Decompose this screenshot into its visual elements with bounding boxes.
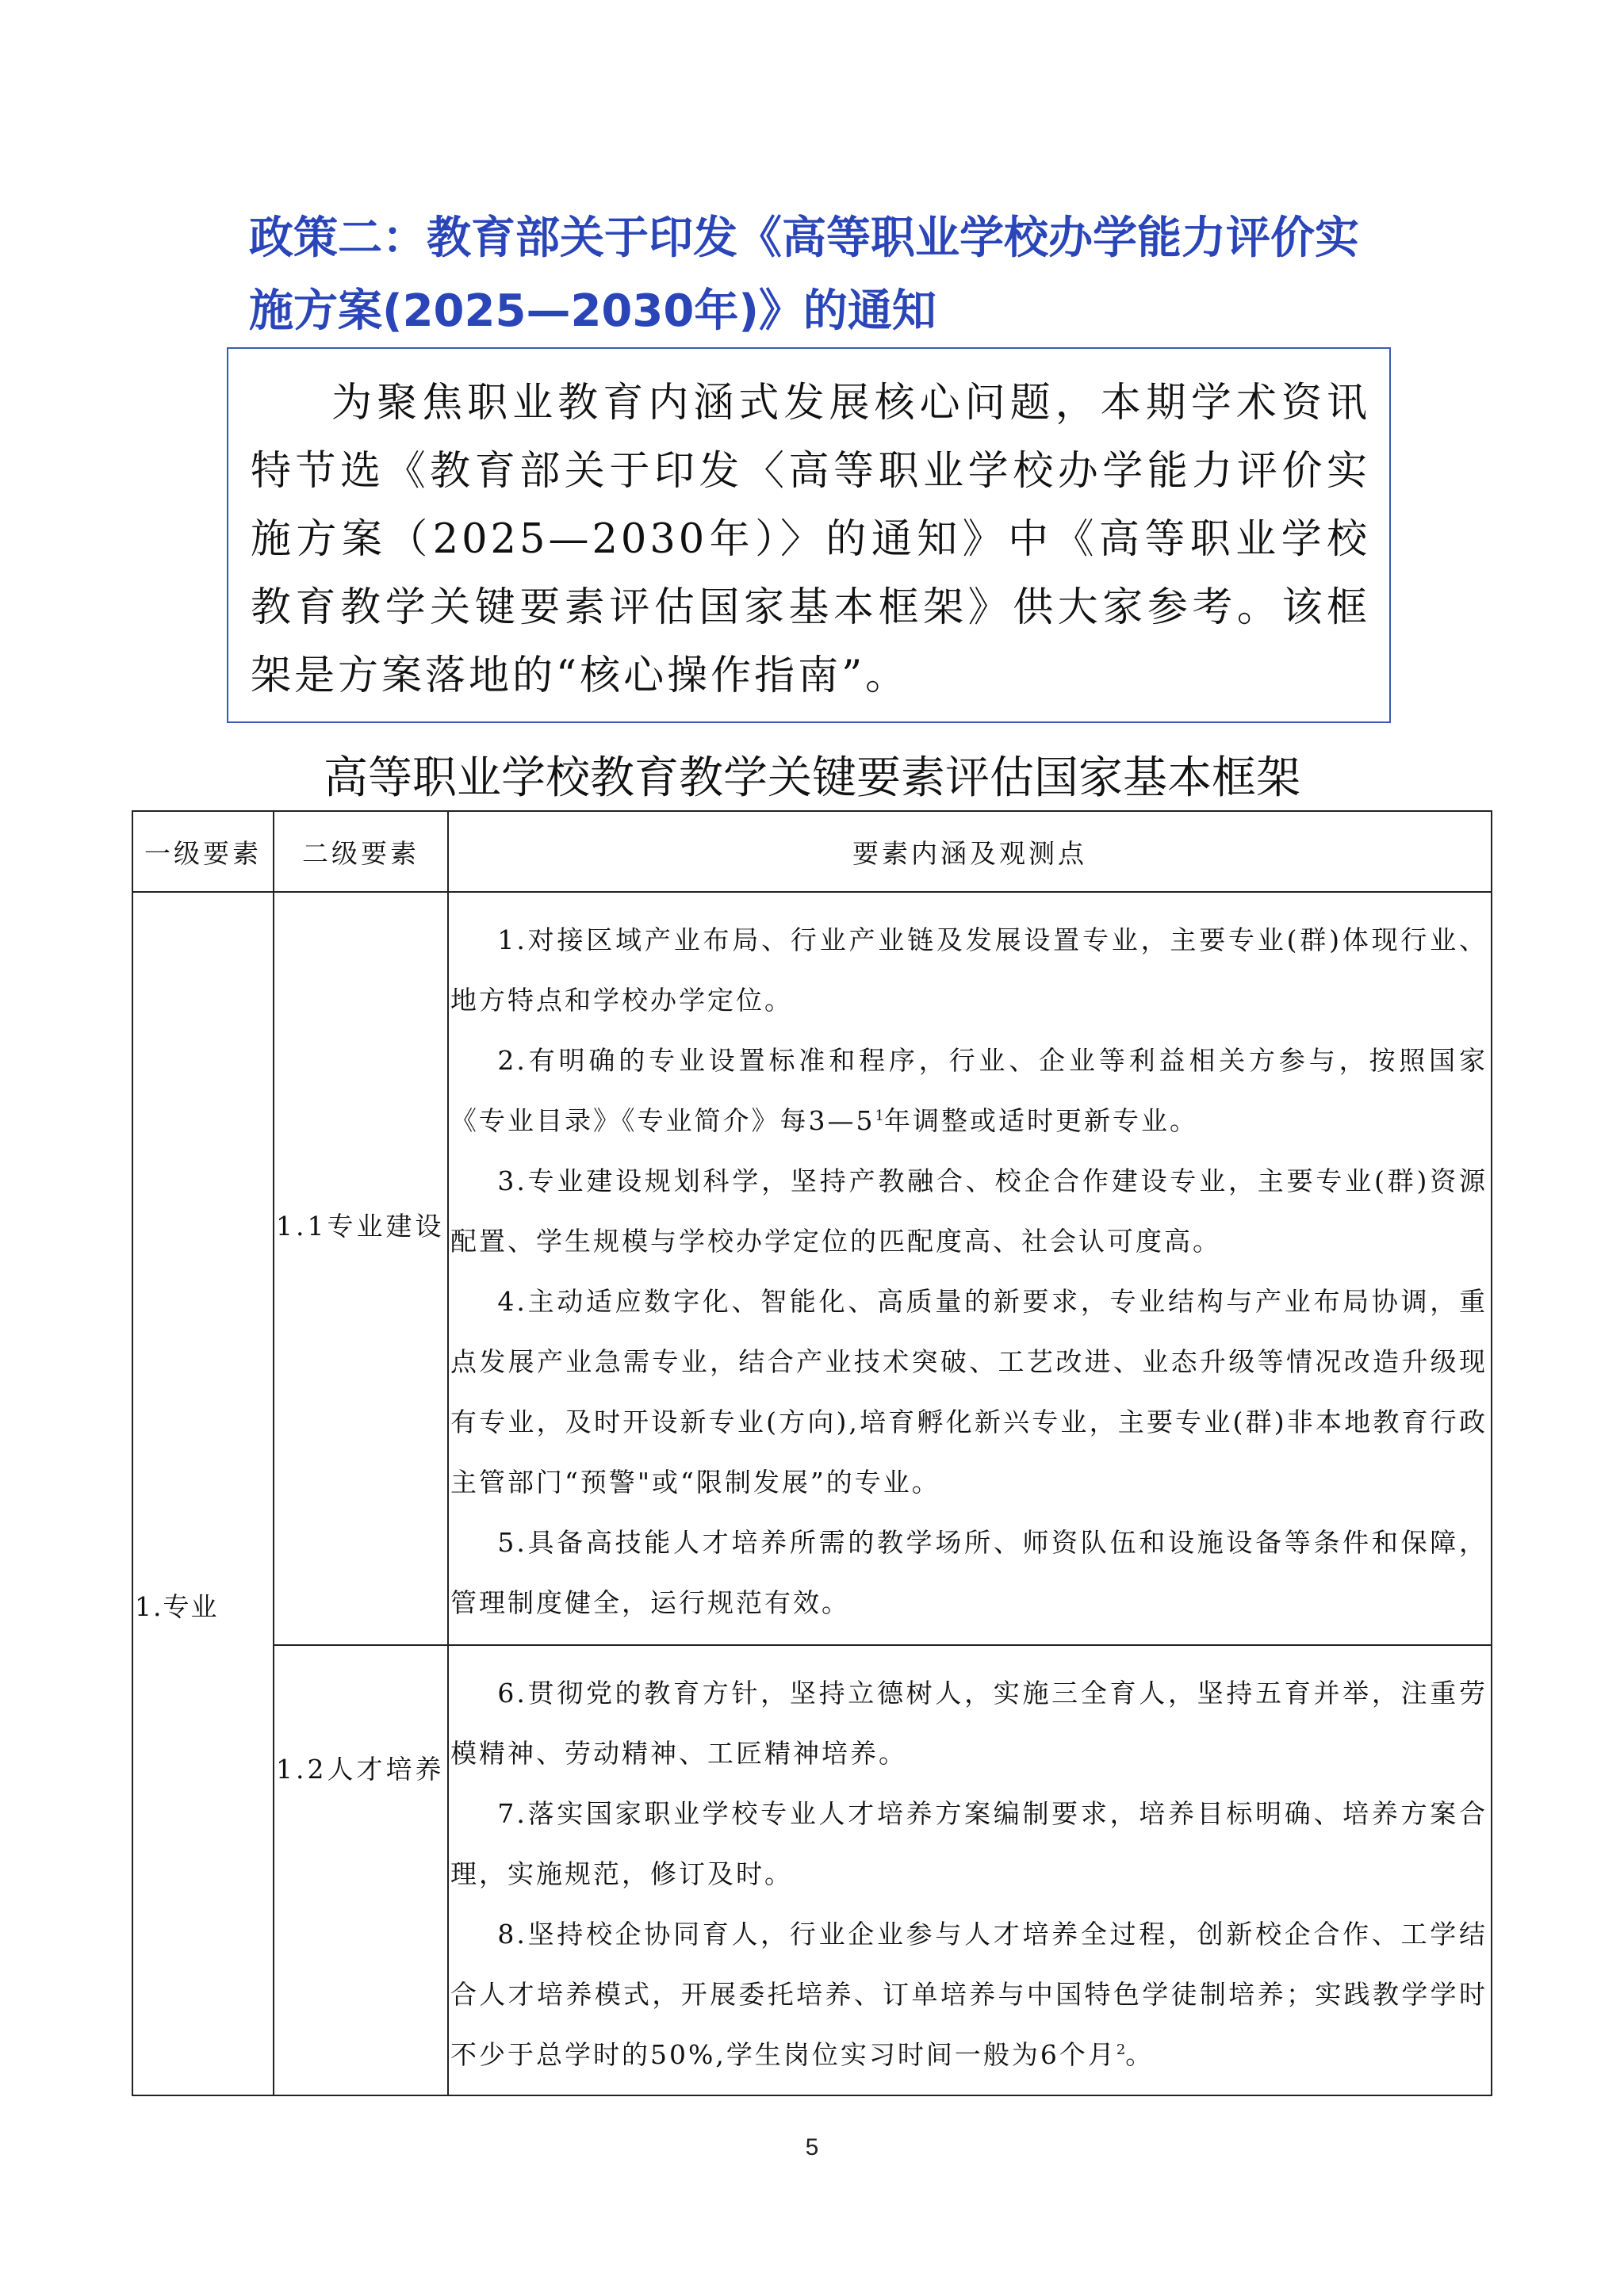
level2-label: 1.2人才培养 [276,1754,445,1785]
policy-title-line-2: 施方案(2025—2030年)》的通知 [249,285,936,337]
observation-item: 4.主动适应数字化、智能化、高质量的新要求，专业结构与产业布局协调，重点发展产业急需专业，结合产业技术突破、工艺改进、业态升级等情况改造升级现有专业，及时开设新专业(方向),培育孵化新兴专业，主要专业(群)非本地教育行政主管部门“预警"或“限制发展”的专业。 [450,1286,1488,1498]
policy-title-line-1: 政策二：教育部关于印发《高等职业学校办学能力评价实 [249,212,1359,264]
framework-title: 高等职业学校教育教学关键要素评估国家基本框架 [324,752,1300,804]
table-row [132,892,1492,1645]
header-level1: 一级要素 [132,811,274,892]
header-level2: 二级要素 [274,811,448,892]
policy-title [249,202,1359,348]
footnote-mark: 2 [1116,2042,1126,2058]
observation-item: 8.坚持校企协同育人，行业企业参与人才培养全过程，创新校企合作、工学结合人才培养模式，开展委托培养、订单培养与中国特色学徒制培养；实践教学学时不少于总学时的50%,学生岗位实习时间一般为6个月$^2$。 [450,1919,1488,2070]
footnote-mark: 1 [875,1108,884,1124]
observation-item: 1.对接区域产业布局、行业产业链及发展设置专业，主要专业(群)体现行业、地方特点和学校办学定位。 [450,924,1488,1016]
level2-cell [274,892,448,1645]
observation-item: 2.有明确的专业设置标准和程序，行业、企业等利益相关方参与，按照国家《专业目录》《专业简介》每$3—5^1$年调整或适时更新专业。 [450,1045,1488,1136]
observation-item: 3.专业建设规划科学，坚持产教融合、校企合作建设专业，主要专业(群)资源配置、学生规模与学校办学定位的匹配度高、社会认可度高。 [450,1165,1488,1257]
framework-table [132,810,1492,2096]
observation-item: 5.具备高技能人才培养所需的教学场所、师资队伍和设施设备等条件和保障，管理制度健全，运行规范有效。 [450,1527,1488,1618]
level1-cell [132,892,274,2095]
level1-label: 1.专业 [135,1590,219,1622]
intro-box [227,347,1391,723]
level2-cell [274,1645,448,2095]
observation-item: 7.落实国家职业学校专业人才培养方案编制要求，培养目标明确、培养方案合理，实施规范，修订及时。 [450,1798,1488,1889]
content-cell [448,1645,1492,2095]
level2-label: 1.1专业建设 [276,1211,445,1242]
intro-text: 为聚焦职业教育内涵式发展核心问题，本期学术资讯特节选《教育部关于印发〈高等职业学校办学能力评价实施方案（2025—2030年）〉的通知》中《高等职业学校教育教学关键要素评估国家基本框架》供大家参考。该框架是方案落地的“核心操作指南”。 [251,380,1370,699]
table-header-row [132,811,1492,892]
content-cell [448,892,1492,1645]
header-content: 要素内涵及观测点 [448,811,1492,892]
page-number: 5 [805,2134,819,2160]
observation-item: 6.贯彻党的教育方针，坚持立德树人，实施三全育人，坚持五育并举，注重劳模精神、劳动精神、工匠精神培养。 [450,1678,1488,1769]
table-row [132,1645,1492,2095]
